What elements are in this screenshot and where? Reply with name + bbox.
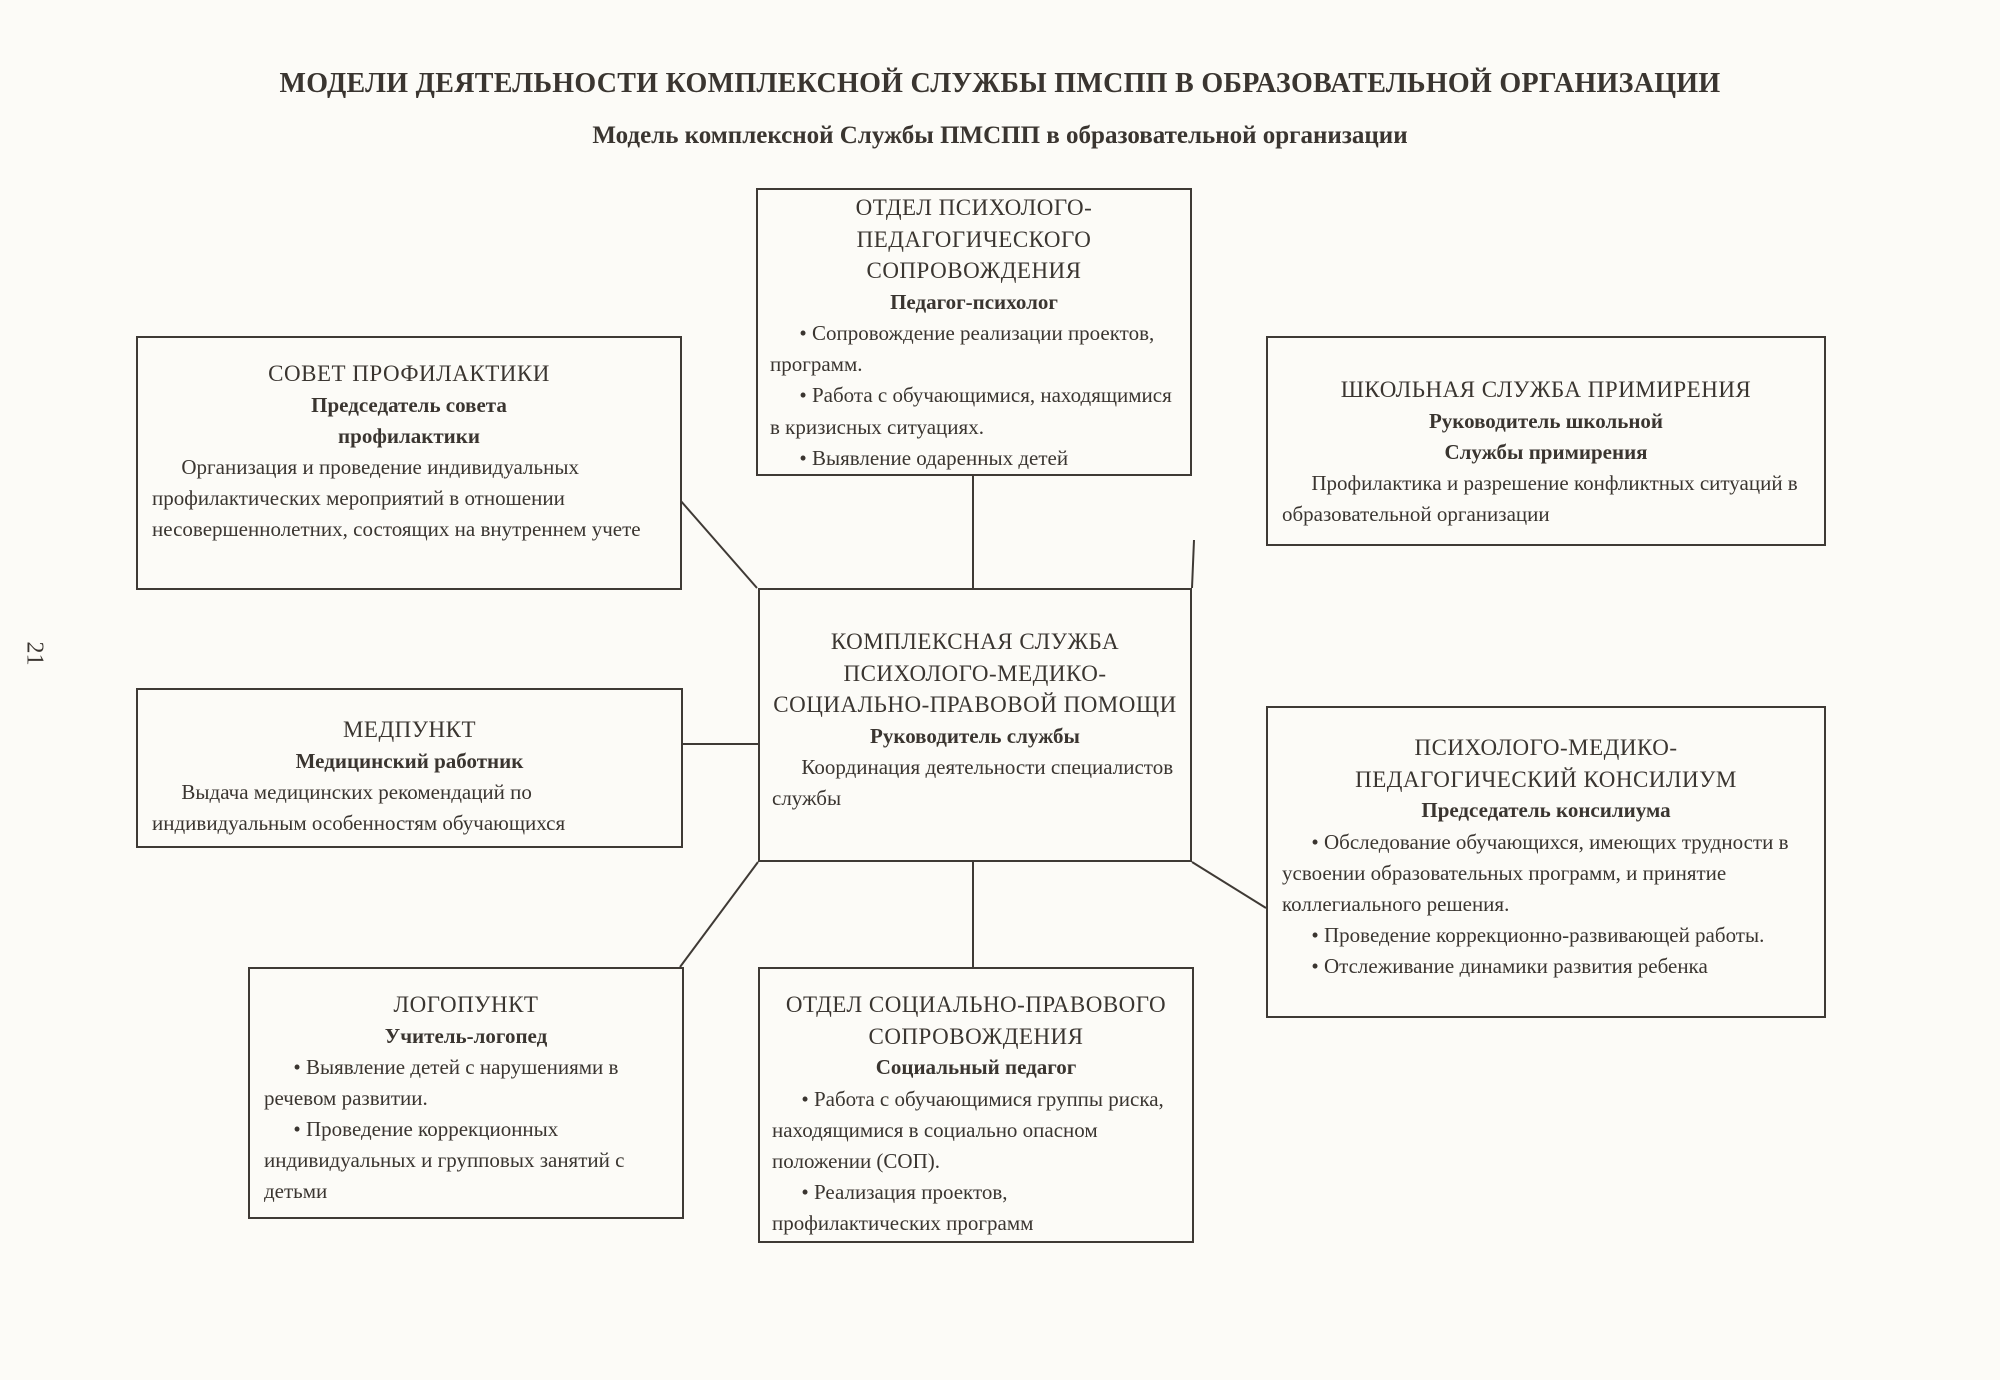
box-consilium — [1266, 706, 1826, 1018]
box-role: Председатель консилиума — [1421, 798, 1671, 823]
box-title: ОТДЕЛ СОЦИАЛЬНО-ПРАВОВОГО СОПРОВОЖДЕНИЯ — [785, 992, 1167, 1049]
box-title: СОВЕТ ПРОФИЛАКТИКИ — [268, 361, 550, 386]
list-item: • Сопровождение реализации проектов, программ. — [770, 318, 1178, 380]
list-item: • Выявление одаренных детей — [770, 443, 1178, 474]
list-item: • Выявление детей с нарушениями в речевом развитии. — [264, 1052, 668, 1114]
box-title: МЕДПУНКТ — [342, 717, 477, 742]
box-role: Социальный педагог — [875, 1055, 1077, 1080]
box-role: Руководитель службы — [870, 724, 1080, 749]
box-title: ЛОГОПУНКТ — [393, 992, 539, 1017]
box-description: Выдача медицинских рекомендаций по индивидуальным особенностям обучающихся — [152, 779, 566, 835]
list-item: • Работа с обучающимися группы риска, находящимися в социально опасном положении (СОП). — [772, 1084, 1180, 1177]
box-speech-therapy — [248, 967, 684, 1219]
connector-council — [680, 500, 757, 588]
list-item: • Обследование обучающихся, имеющих трудности в усвоении образовательных программ, и принятие коллегиального решения. — [1282, 827, 1810, 920]
box-title: КОМПЛЕКСНАЯ СЛУЖБА ПСИХОЛОГО-МЕДИКО-СОЦИАЛЬНО-ПРАВОВОЙ ПОМОЩИ — [773, 629, 1177, 718]
box-mediation-service — [1266, 336, 1826, 546]
box-psych-dept — [756, 188, 1192, 476]
box-complex-service — [758, 588, 1192, 862]
box-description: Профилактика и разрешение конфликтных ситуаций в образовательной организации — [1282, 470, 1798, 526]
list-item: • Реализация проектов, профилактических программ — [772, 1177, 1180, 1239]
box-role: Учитель-логопед — [384, 1023, 548, 1048]
box-description: Координация деятельности специалистов службы — [772, 755, 1174, 811]
list-item: • Проведение коррекционных индивидуальных и групповых занятий с детьми — [264, 1114, 668, 1207]
connector-consilium — [1192, 862, 1266, 908]
box-title: ОТДЕЛ ПСИХОЛОГО-ПЕДАГОГИЧЕСКОГО СОПРОВОЖДЕНИЯ — [855, 195, 1093, 284]
box-title: ШКОЛЬНАЯ СЛУЖБА ПРИМИРЕНИЯ — [1340, 377, 1752, 402]
diagram-subtitle: Модель комплексной Службы ПМСПП в образовательной организации — [592, 122, 1408, 149]
box-prevention-council — [136, 336, 682, 590]
box-role: Руководитель школьной Службы примирения — [1428, 408, 1664, 464]
box-medpoint — [136, 688, 683, 848]
list-item: • Работа с обучающимися, находящимися в кризисных ситуациях. — [770, 380, 1178, 442]
connector-logo — [680, 862, 758, 967]
list-item: • Проведение коррекционно-развивающей работы. — [1282, 920, 1810, 951]
box-title: ПСИХОЛОГО-МЕДИКО-ПЕДАГОГИЧЕСКИЙ КОНСИЛИУМ — [1355, 735, 1737, 792]
box-role: Медицинский работник — [295, 748, 524, 773]
box-role: Педагог-психолог — [890, 290, 1058, 315]
box-social-legal-dept — [758, 967, 1194, 1243]
connector-mediation — [1192, 540, 1194, 588]
page-title: МОДЕЛИ ДЕЯТЕЛЬНОСТИ КОМПЛЕКСНОЙ СЛУЖБЫ ПМСПП В ОБРАЗОВАТЕЛЬНОЙ ОРГАНИЗАЦИИ — [279, 68, 1721, 99]
page-number: 21 — [21, 641, 48, 666]
list-item: • Отслеживание динамики развития ребенка — [1282, 951, 1810, 982]
box-description: Организация и проведение индивидуальных профилактических мероприятий в отношении несовершеннолетних, состоящих на внутреннем учете — [152, 454, 641, 542]
box-role: Председатель совета профилактики — [311, 392, 507, 448]
